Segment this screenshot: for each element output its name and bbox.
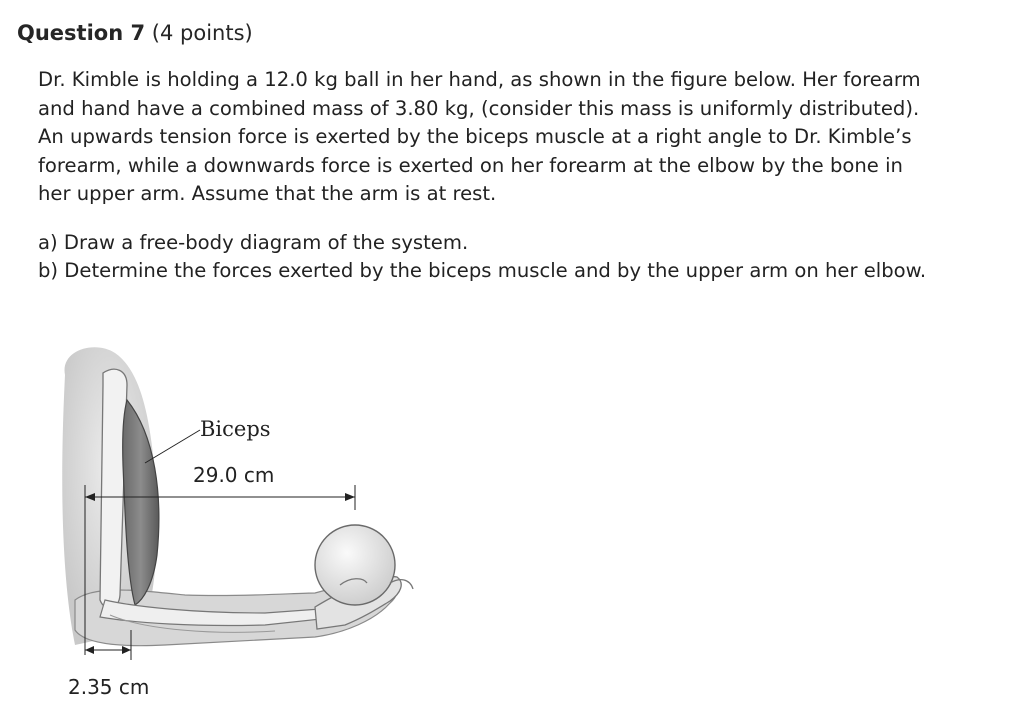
ball [315, 525, 395, 605]
question-body [38, 66, 938, 286]
arm-illustration [45, 345, 445, 710]
distance-elbow-label: 2.35 cm [68, 675, 150, 699]
distance-ball-label: 29.0 cm [193, 463, 275, 487]
question-title: Question 7 [17, 21, 146, 45]
problem-statement: Dr. Kimble is holding a 12.0 kg ball in her hand, as shown in the figure below. Her forearm and hand have a combined mass of 3.80 kg, (consider this mass is uniformly distributed). An upwards tension force is exerted by the biceps muscle at a right angle to Dr. Kimble’s forearm, while a downwards force is exerted on her forearm at the elbow by the bone in her upper arm. Assume that the arm is at rest. [38, 68, 921, 205]
part-a-prompt: a) Draw a free-body diagram of the system. [38, 230, 469, 254]
biceps-label: Biceps [200, 417, 271, 441]
question-header [17, 19, 253, 47]
biceps-leader-line [145, 430, 200, 463]
part-b-prompt: b) Determine the forces exerted by the biceps muscle and by the upper arm on her elbow. [38, 259, 927, 282]
question-points: (4 points) [151, 21, 253, 45]
arm-figure [45, 345, 445, 710]
